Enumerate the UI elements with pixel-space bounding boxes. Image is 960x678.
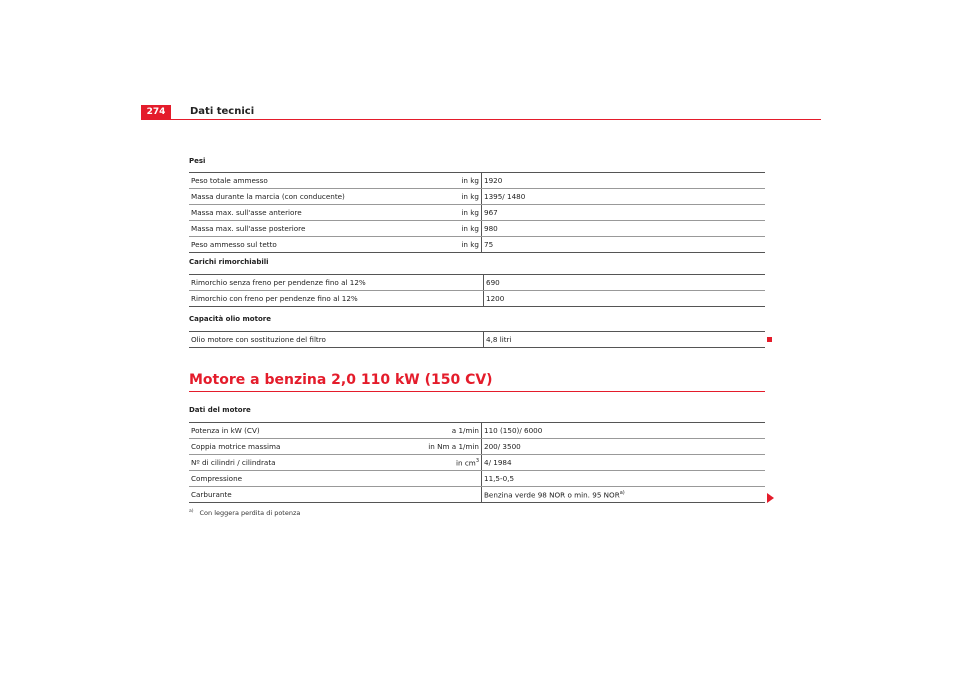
section-label-carichi: Carichi rimorchiabili [189,258,269,266]
carichi-table [189,274,765,307]
table-row [189,221,765,237]
row-unit: in kg [411,237,482,253]
table-row [189,439,765,455]
olio-table [189,331,765,348]
row-label: Potenza in kW (CV) [189,423,411,439]
row-value: 1200 [486,294,505,303]
row-label: Massa max. sull'asse posteriore [189,221,411,237]
row-unit: in kg [411,173,482,189]
row-label: Massa max. sull'asse anteriore [189,205,411,221]
row-unit: in kg [411,221,482,237]
row-label: Peso ammesso sul tetto [191,240,277,249]
table-row [189,487,765,503]
row-label: Peso totale ammesso [189,173,411,189]
table-row [189,205,765,221]
section-label-pesi: Pesi [189,157,206,165]
row-unit: in kg [411,189,482,205]
row-value: 200/ 3500 [482,439,766,455]
row-unit: a 1/min [411,423,482,439]
section-label-olio: Capacità olio motore [189,315,271,323]
row-value: 980 [482,221,766,237]
value-text: Benzina verde 98 NOR o min. 95 NOR [484,490,620,500]
page-title: Dati tecnici [190,106,255,117]
row-unit [411,487,482,503]
row-label: Nº di cilindri / cilindrata [189,455,411,471]
table-row [189,423,765,439]
section-label-engine: Dati del motore [189,406,251,414]
continue-arrow-icon [767,493,774,503]
row-unit [411,455,482,471]
footnote [189,509,300,517]
unit-text: in cm [456,458,476,468]
row-value: 1395/ 1480 [482,189,766,205]
footnote-ref: a) [619,489,625,496]
header-divider [141,119,821,120]
row-label: Olio motore con sostituzione del filtro [189,332,484,348]
row-label: Compressione [189,471,411,487]
row-label: Massa durante la marcia (con conducente) [189,189,411,205]
table-row [189,237,765,253]
engine-heading: Motore a benzina 2,0 110 kW (150 CV) [189,372,493,388]
row-unit: in Nm a 1/min [411,439,482,455]
table-row [189,189,765,205]
row-label: Coppia motrice massima [189,439,411,455]
row-value: 11,5-0,5 [482,471,766,487]
pesi-table [189,172,765,253]
row-unit [411,471,482,487]
table-row [189,471,765,487]
footnote-marker: a) [189,509,194,514]
table-row [189,173,765,189]
row-value: 1920 [482,173,766,189]
row-value: 4/ 1984 [482,455,766,471]
footnote-text: Con leggera perdita di potenza [199,509,301,518]
table-row [189,332,765,348]
row-label: Carburante [191,490,232,499]
row-label: Rimorchio con freno per pendenze fino al 12% [189,291,484,307]
row-label: Rimorchio senza freno per pendenze fino al 12% [189,275,484,291]
engine-table [189,422,765,503]
end-of-section-mark [767,337,772,342]
row-value [482,487,766,503]
row-unit: in kg [411,205,482,221]
row-value: 690 [484,275,766,291]
row-value: 967 [482,205,766,221]
table-row [189,291,765,307]
table-row [189,455,765,471]
unit-superscript: 3 [475,457,479,464]
row-value: 4,8 litri [486,335,512,344]
heading-divider [189,391,765,392]
row-value: 110 (150)/ 6000 [482,423,766,439]
row-value: 75 [484,240,494,249]
table-row [189,275,765,291]
page-number: 274 [141,105,171,119]
